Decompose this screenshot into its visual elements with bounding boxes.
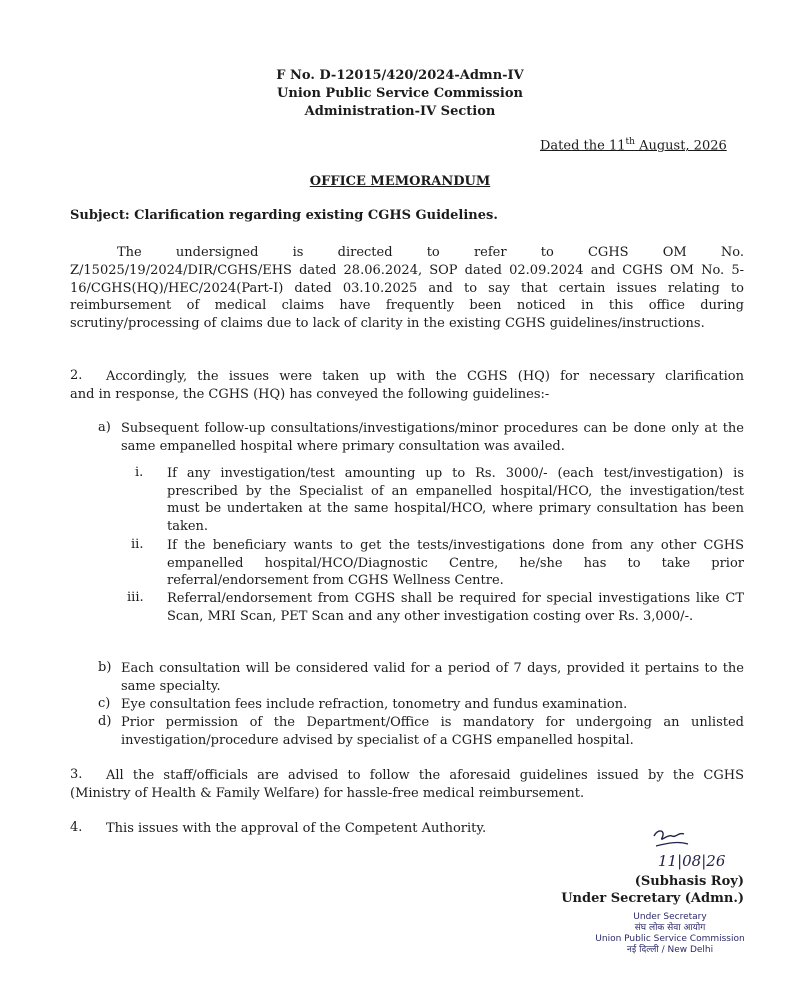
- signatory-name: (Subhasis Roy): [634, 874, 744, 889]
- para1-body: Z/15025/19/2024/DIR/CGHS/EHS dated 28.06.2024, SOP dated 02.09.2024 and CGHS OM No. 5-16/CGHS(HQ)/HEC/2024(Part-I) dated 03.10.2025 and to say that certain issues relating to reimbursement of medical claims have frequently been noticed in this office during scrutiny/processing of claims due to lack of clarity in the existing CGHS guidelines/instructions.: [70, 263, 744, 331]
- item-c-text: Eye consultation fees include refraction, tonometry and fundus examination.: [121, 697, 628, 712]
- handwritten-signature: [648, 826, 738, 876]
- stamp-line-4: नई दिल्ली / New Delhi: [626, 945, 714, 955]
- para2-first-line: Accordingly, the issues were taken up with the CGHS (HQ) for necessary clarification: [106, 369, 744, 384]
- memo-subject: Subject: Clarification regarding existing CGHS Guidelines.: [70, 208, 498, 223]
- stamp-line-3: Union Public Service Commission: [595, 934, 745, 944]
- item-a-text: Subsequent follow-up consultations/investigations/minor procedures can be done only at the same empanelled hospital where primary consultation was availed.: [121, 421, 744, 454]
- item-b-marker: b): [98, 660, 112, 675]
- para1-first-line: The undersigned is directed to refer to CGHS OM No.: [117, 245, 744, 260]
- para3-body: (Ministry of Health & Family Welfare) for hassle-free medical reimbursement.: [70, 786, 585, 801]
- memo-date: Dated the 11th August, 2026: [540, 137, 727, 154]
- para2-number: 2.: [70, 368, 83, 383]
- para2-body: and in response, the CGHS (HQ) has conveyed the following guidelines:-: [70, 387, 550, 402]
- subitem-iii-text: Referral/endorsement from CGHS shall be required for special investigations like CT Scan, MRI Scan, PET Scan and any other investigation costing over Rs. 3,000/-.: [167, 591, 744, 624]
- item-a-marker: a): [98, 420, 111, 435]
- para4-text: This issues with the approval of the Competent Authority.: [106, 821, 487, 836]
- stamp-line-2: संघ लोक सेवा आयोग: [634, 923, 706, 933]
- para3-first-line: All the staff/officials are advised to follow the aforesaid guidelines issued by the CGHS: [106, 768, 744, 783]
- para4-number: 4.: [70, 820, 83, 835]
- signatory-designation: Under Secretary (Admn.): [561, 891, 744, 906]
- subitem-ii-text: If the beneficiary wants to get the tests/investigations done from any other CGHS empanelled hospital/HCO/Diagnostic Centre, he/she has to take prior referral/endorsement from CGHS Wellness Centre.: [167, 538, 744, 589]
- handwritten-date: 11|08|26: [658, 852, 726, 870]
- para3-number: 3.: [70, 767, 83, 782]
- item-b-text: Each consultation will be considered valid for a period of 7 days, provided it pertains to the same specialty.: [121, 661, 744, 694]
- stamp-line-1: Under Secretary: [633, 912, 707, 922]
- item-d-text: Prior permission of the Department/Office is mandatory for undergoing an unlisted investigation/procedure advised by specialist of a CGHS empanelled hospital.: [121, 715, 744, 748]
- subitem-iii-marker: iii.: [127, 590, 144, 605]
- subitem-i-text: If any investigation/test amounting up to Rs. 3000/- (each test/investigation) is prescribed by the Specialist of an empanelled hospital/HCO, the investigation/test must be undertaken at the same hospital/HCO, where primary consultation has been taken.: [167, 466, 744, 534]
- subitem-i-marker: i.: [135, 465, 144, 480]
- item-d-marker: d): [98, 714, 112, 729]
- official-stamp: [580, 912, 760, 956]
- file-number: F No. D-12015/420/2024-Admn-IV: [276, 68, 524, 83]
- memo-title: OFFICE MEMORANDUM: [309, 174, 491, 189]
- subitem-ii-marker: ii.: [131, 537, 144, 552]
- organization-name: Union Public Service Commission: [277, 86, 523, 101]
- item-c-marker: c): [98, 696, 111, 711]
- section-name: Administration-IV Section: [304, 104, 496, 119]
